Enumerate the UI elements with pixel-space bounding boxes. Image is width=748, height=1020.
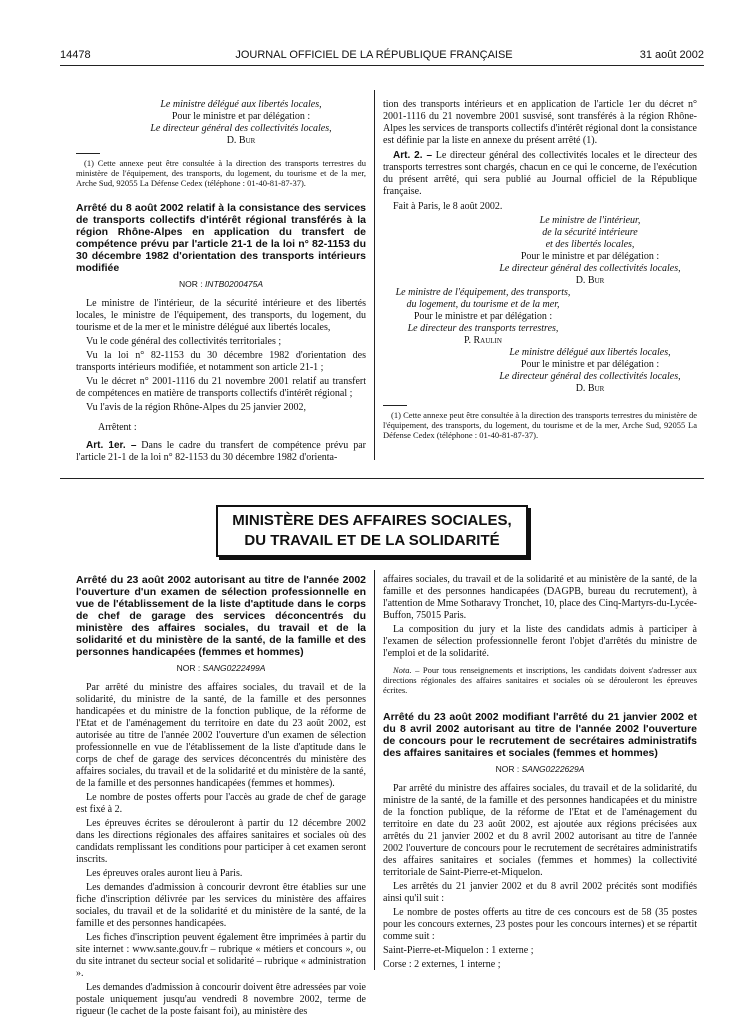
signature-block-3: Le ministre de l'équipement, des transports, du logement, du tourisme et de la mer, Pour le ministre et par délégation : Le directeur des transports terrestres, P. Raulin [395, 287, 571, 346]
paragraph: Les épreuves orales auront lieu à Paris. [86, 868, 243, 879]
paragraph: Par arrêté du ministre des affaires sociales, du travail et de la solidarité, du ministre de la santé, de la famille et des personnes handicapées et du ministre de la fonction publique, de la réforme de l'Etat et de l'aménagement du territoire en date du 23 août 2002, est ajoutée aux régions précisées aux arrêtés du 21 janvier 2002 et du 8 avril 2002 autorisant au titre de l'année 2002 l'ouverture de concours pour le recrutement de secrétaires administratifs des affaires sanitaires et sociales (femmes et hommes) la collectivité territoriale de Saint-Pierre-et-Miquelon. [383, 783, 697, 878]
paragraph: Vu la loi n° 82-1153 du 30 décembre 1982 d'orientation des transports intérieurs modifiée, et notamment son article 21-1 ; [76, 350, 366, 373]
arrete-title: Arrêté du 8 août 2002 relatif à la consistance des services de transports collectifs d'intérêt régional transférés à la région Rhône-Alpes en application du transfert de compétence prévu par l'article 21-1 de la loi n° 82-1153 du 30 décembre 1982 d'orientation des transports intérieurs modifiée [76, 202, 366, 274]
paragraph: Par arrêté du ministre des affaires sociales, du travail et de la solidarité, du ministre de la santé, de la famille et des personnes handicapées et du ministre de la fonction publique, de la réforme de l'Etat et de l'aménagement du territoire en date du 23 août 2002, est autorisée au titre de l'année 2002 l'ouverture d'un examen de sélection professionnelle en vue de l'établissement de la liste d'aptitude dans le corps de chef de garage des services déconcentrés du ministère des affaires sociales, du travail et de la solidarité et du ministère de la santé, de la famille et des personnes handicapées (femmes et hommes). [76, 682, 366, 789]
paragraph: Vu le code général des collectivités territoriales ; [86, 336, 282, 347]
nor-reference: NOR : SANG0222499A [176, 663, 266, 673]
paragraph: tion des transports intérieurs et en application de l'article 1er du décret n° 2001-1116 du 21 novembre 2001 susvisé, sont transférés à la région Rhône-Alpes les services de transports collectifs d'intérêt régional dont la consistance est définie par la liste en annexe du présent arrêté (1). [383, 99, 697, 146]
bottom-right-column [383, 574, 697, 973]
sig-line: Le ministre délégué aux libertés locales, [160, 99, 322, 110]
journal-title: JOURNAL OFFICIEL DE LA RÉPUBLIQUE FRANÇAISE [235, 49, 513, 61]
arrete-title: Arrêté du 23 août 2002 modifiant l'arrêté du 21 janvier 2002 et du 8 avril 2002 autorisant au titre de l'année 2002 l'ouverture de concours pour le recrutement de secrétaires administratifs des affaires sanitaires et sociales (femmes et hommes) [383, 711, 697, 759]
header-rule [60, 65, 704, 66]
column-divider-bottom [374, 570, 375, 970]
paragraph: affaires sociales, du travail et de la solidarité et au ministère de la santé, de la famille et des personnes handicapées (DAGPB, bureau du recrutement), à l'attention de Mme Sotharavy Tronchet, 10, place des Cinq-Martyrs-du-Lycée-Buffon, 75015 Paris. [383, 574, 697, 621]
nor-reference: NOR : INTB0200475A [178, 279, 264, 289]
paragraph: Le ministre de l'intérieur, de la sécurité intérieure et des libertés locales, le ministre de l'équipement, des transports, du logement, du tourisme et de la mer et le ministre délégué aux libertés locales, [76, 298, 366, 333]
paragraph: Vu l'avis de la région Rhône-Alpes du 25 janvier 2002, [86, 402, 307, 413]
paragraph: Les fiches d'inscription peuvent également être imprimées à partir du site internet : www.sante.gouv.fr – rubrique « métiers et concours », ou du site intranet du secteur social et solidarité – rubrique « administration ». [76, 932, 366, 979]
fait-a-paris: Fait à Paris, le 8 août 2002. [393, 201, 503, 212]
sig-name: D. Bur [226, 135, 256, 146]
page-number: 14478 [60, 49, 91, 61]
paragraph: Vu le décret n° 2001-1116 du 21 novembre 2001 relatif au transfert de compétences en matière de transports collectifs d'intérêt régional ; [76, 376, 366, 399]
article-2: Art. 2. – Le directeur général des collectivités locales et le directeur des transports terrestres sont chargés, chacun en ce qui le concerne, de l'exécution du présent arrêté, qui sera publié au Journal officiel de la République française. [383, 150, 697, 197]
top-left-column [76, 99, 366, 466]
footnote-rule [76, 153, 100, 154]
signature-block-1 [76, 99, 366, 147]
footnote: (1) Cette annexe peut être consultée à la direction des transports terrestres du ministère de l'équipement, des transports, du logement, du tourisme et de la mer, Arche Sud, 92055 La Défense Cedex (téléphone : 01-40-81-87-37). [383, 410, 697, 440]
arrete-title: Arrêté du 23 août 2002 autorisant au titre de l'année 2002 l'ouverture d'un examen de sélection professionnelle en vue de l'établissement de la liste d'aptitude dans le corps de chef de garage des services déconcentrés du ministère des affaires sociales, du travail et de la solidarité et du ministère de la santé, de la famille et des personnes handicapées (femmes et hommes) [76, 574, 366, 658]
paragraph: Le nombre de postes offerts au titre de ces concours est de 58 (35 postes pour les concours externes, 23 postes pour les concours internes) et se répartit comme suit : [383, 907, 697, 942]
paragraph: Les arrêtés du 21 janvier 2002 et du 8 avril 2002 précités sont modifiés ainsi qu'il suit : [383, 881, 697, 904]
ministry-line-2: DU TRAVAIL ET DE LA SOLIDARITÉ [244, 532, 500, 549]
footnote-rule [383, 405, 407, 406]
paragraph: La composition du jury et la liste des candidats admis à participer à l'examen de sélection professionnelle feront l'objet d'arrêtés du ministre de l'emploi et de la solidarité. [383, 624, 697, 659]
ministry-line-1: MINISTÈRE DES AFFAIRES SOCIALES, [232, 512, 512, 529]
arretent: Arrêtent : [98, 422, 137, 433]
paragraph: Les épreuves écrites se dérouleront à partir du 12 décembre 2002 dans les directions régionales des affaires sanitaires et sociales où des candidats remplissant les conditions pour participer à cet examen seront inscrits. [76, 818, 366, 865]
bottom-left-column [76, 574, 366, 1020]
sig-line: Pour le ministre et par délégation : [171, 111, 311, 122]
signature-block-2: Le ministre de l'intérieur, de la sécurité intérieure et des libertés locales, Pour le ministre et par délégation : Le directeur général des collectivités locales, D. Bur [499, 215, 681, 286]
column-divider-top [374, 90, 375, 460]
paragraph: Les demandes d'admission à concourir devront être établies sur une fiche d'inscription délivrée par les services du ministère des affaires sociales, du travail et de la solidarité et du ministère de la santé, de la famille et des personnes handicapées. [76, 882, 366, 929]
top-right-column [383, 99, 697, 440]
paragraph: Le nombre de postes offerts pour l'accès au grade de chef de garage est fixé à 2. [76, 792, 366, 815]
section-rule [60, 478, 704, 479]
footnote: (1) Cette annexe peut être consultée à la direction des transports terrestres du ministère de l'équipement, des transports, du logement, du tourisme et de la mer, Arche Sud, 92055 La Défense Cedex (téléphone : 01-40-81-87-37). [76, 158, 366, 188]
paragraph: Corse : 2 externes, 1 interne ; [383, 959, 501, 970]
paragraph: Les demandes d'admission à concourir doivent être adressées par voie postale uniquement jusqu'au vendredi 8 novembre 2002, terme de rigueur (le cachet de la poste faisant foi), au ministère des [76, 982, 366, 1017]
signature-block-4: Le ministre délégué aux libertés locales, Pour le ministre et par délégation : Le directeur général des collectivités locales, D. Bur [499, 347, 681, 394]
paragraph: Saint-Pierre-et-Miquelon : 1 externe ; [383, 945, 534, 956]
nor-reference: NOR : SANG0222629A [495, 764, 585, 774]
sig-line: Le directeur général des collectivités locales, [150, 123, 332, 134]
issue-date: 31 août 2002 [639, 49, 704, 61]
nota: Nota. – Pour tous renseignements et inscriptions, les candidats doivent s'adresser aux directions régionales des affaires sanitaires et sociales où se dérouleront les épreuves écrites. [383, 665, 698, 695]
article-1: Art. 1er. – Dans le cadre du transfert de compétence prévu par l'article 21-1 de la loi n° 82-1153 du 30 décembre 1982 d'orienta- [76, 440, 366, 463]
ministry-heading-box [216, 505, 528, 557]
